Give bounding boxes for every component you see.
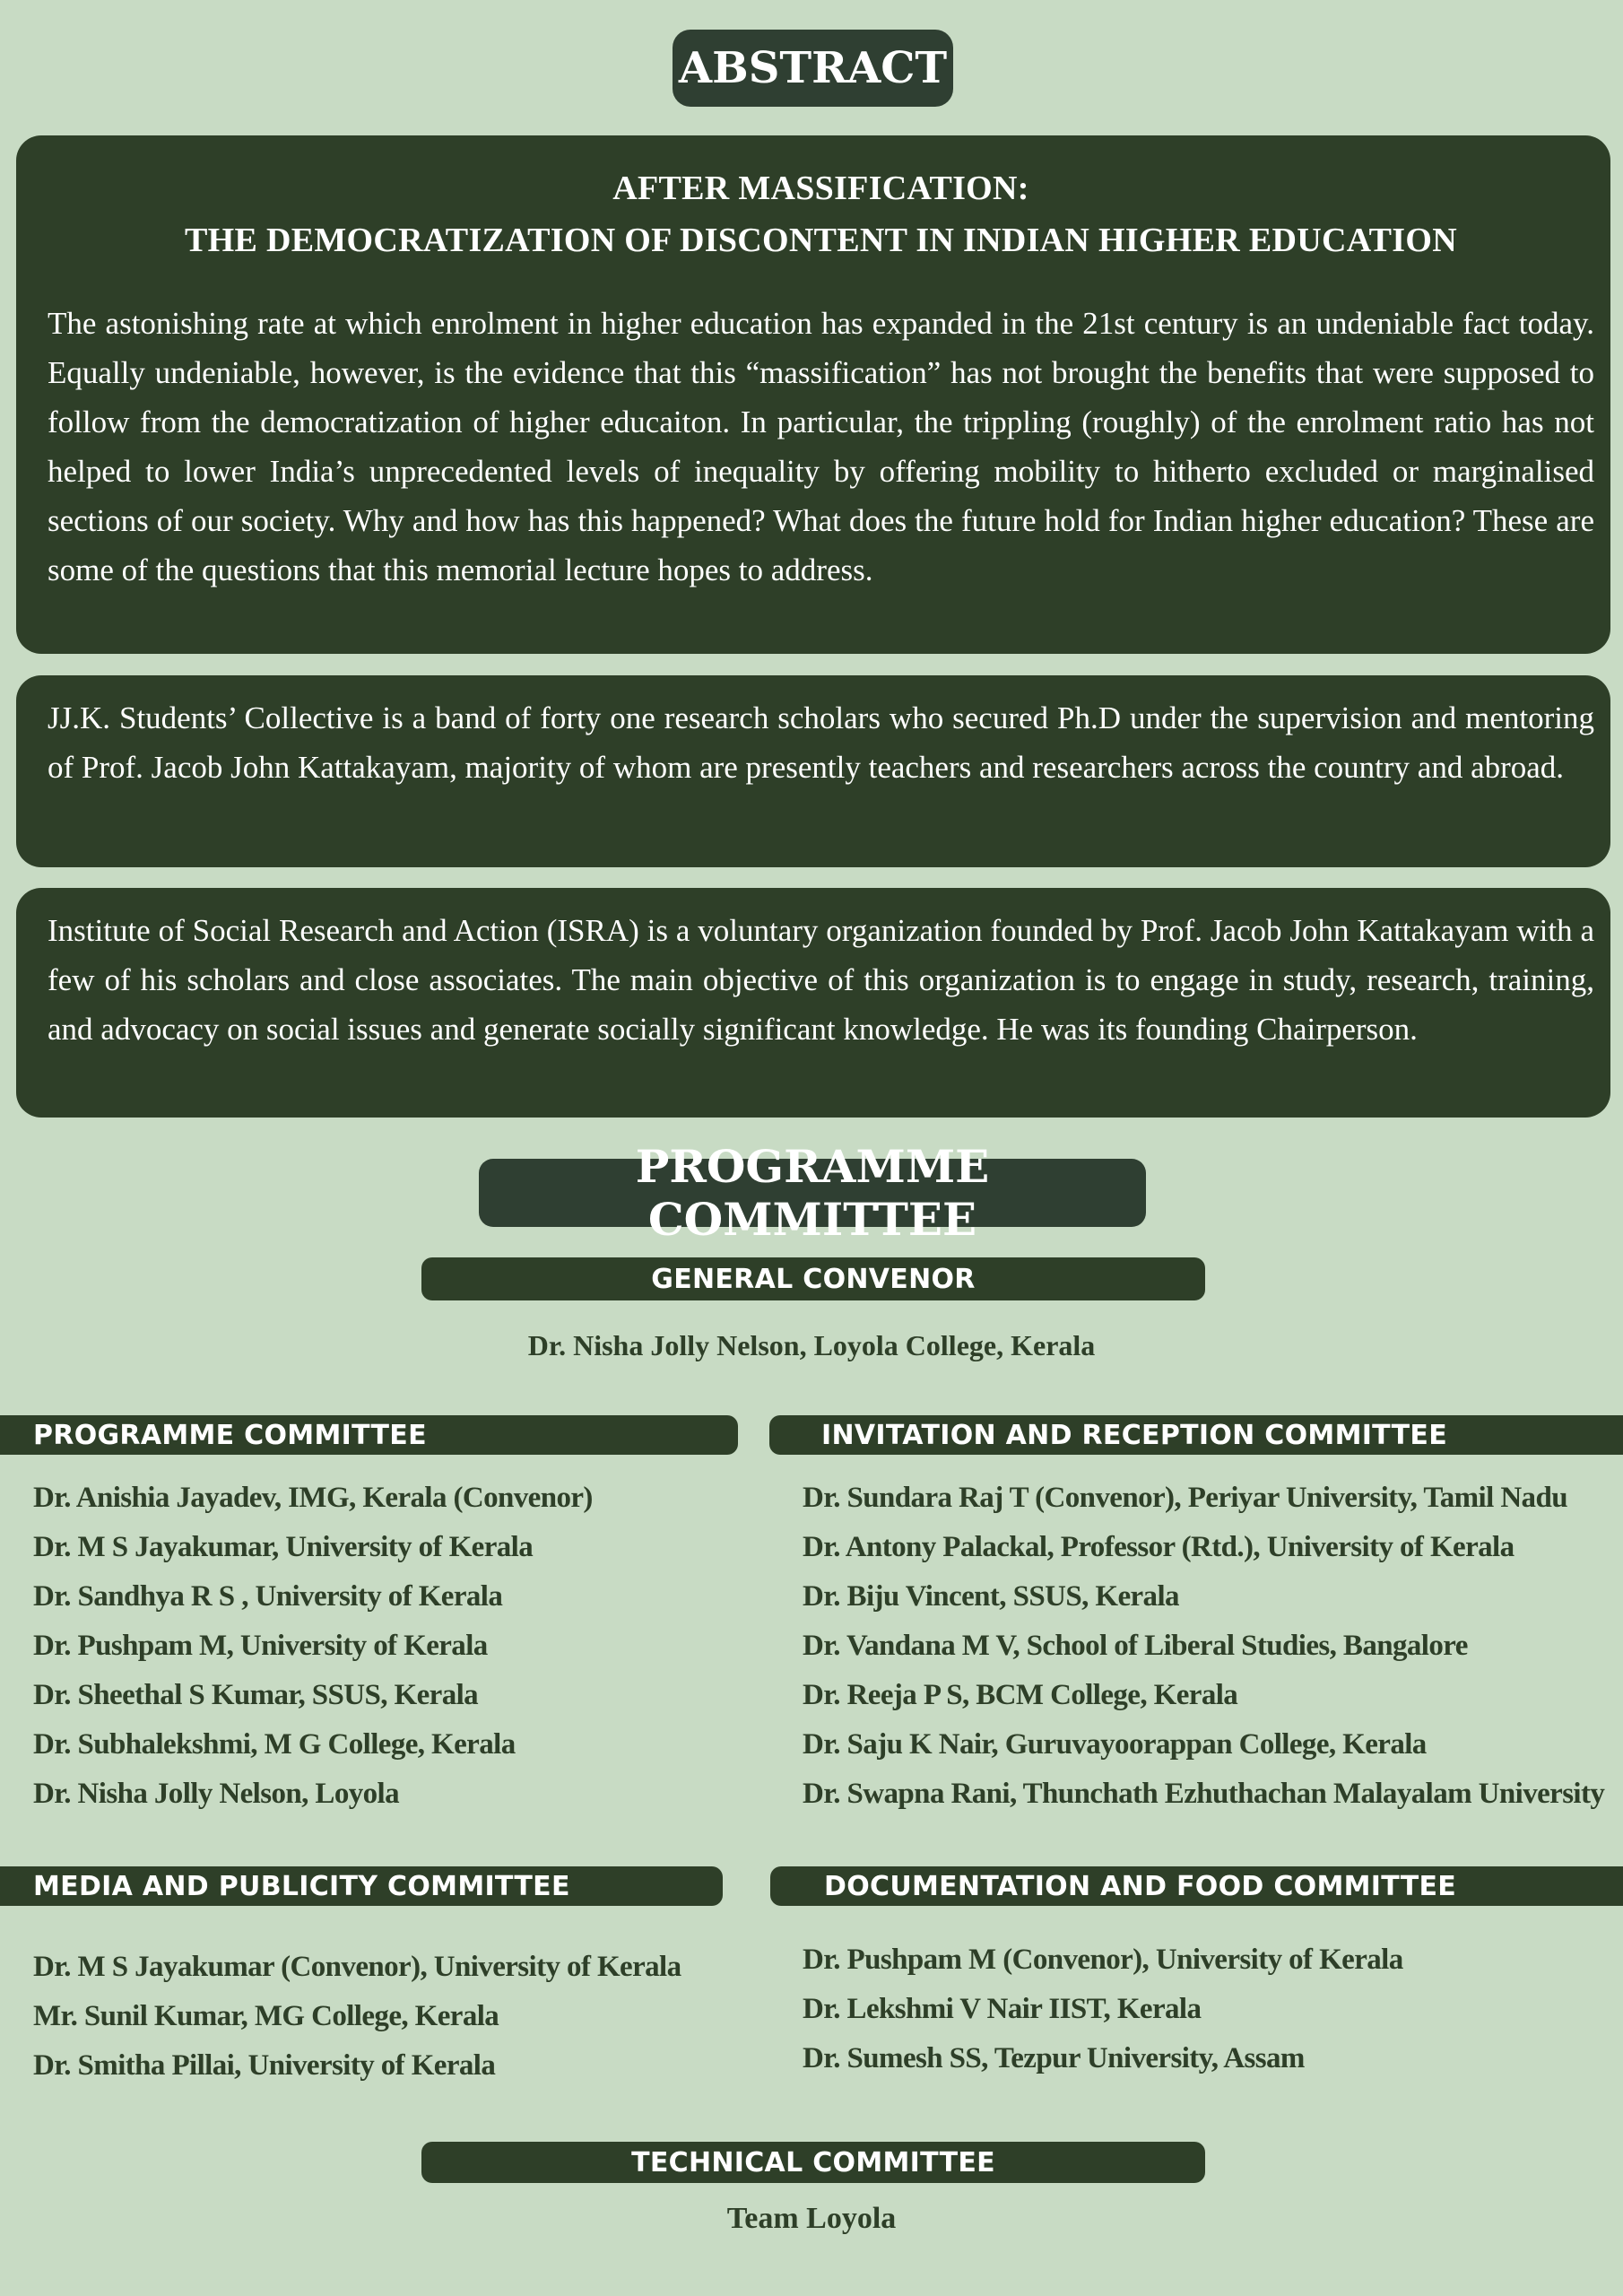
media-committee-label: MEDIA AND PUBLICITY COMMITTEE (33, 1870, 570, 1902)
lecture-title-line1: AFTER MASSIFICATION: (612, 170, 1029, 207)
media-committee-members (33, 1943, 681, 2091)
member-item: Dr. Sumesh SS, Tezpur University, Assam (803, 2042, 1305, 2074)
invitation-committee-label: INVITATION AND RECEPTION COMMITTEE (821, 1419, 1447, 1451)
abstract-title: ABSTRACT (673, 30, 953, 107)
member-item: Dr. Vandana M V, School of Liberal Studies, Bangalore (803, 1630, 1468, 1662)
member-item: Dr. Saju K Nair, Guruvayoorappan College, Kerala (803, 1728, 1427, 1761)
invitation-committee-members (803, 1474, 1604, 1819)
member-item: Dr. Sundara Raj T (Convenor), Periyar University, Tamil Nadu (803, 1482, 1567, 1514)
member-item: Dr. Lekshmi V Nair IIST, Kerala (803, 1993, 1202, 2025)
member-item: Dr. Reeja P S, BCM College, Kerala (803, 1679, 1238, 1711)
general-convenor-label: GENERAL CONVENOR (651, 1263, 976, 1295)
technical-committee-member: Team Loyola (726, 2202, 897, 2235)
technical-committee-header (421, 2142, 1205, 2183)
member-item: Dr. Antony Palackal, Professor (Rtd.), University of Kerala (803, 1531, 1515, 1563)
member-item: Dr. Sheethal S Kumar, SSUS, Kerala (33, 1679, 479, 1711)
abstract-body: The astonishing rate at which enrolment in higher education has expanded in the 21st century is an undeniable fact today. Equally undeniable, however, is the evidence that this “massification” has not brought the benefits that were supposed to follow from the democratization of higher educaiton. In particular, the trippling (roughly) of the enrolment ratio has not helped to lower India’s unprecedented levels of inequality by offering mobility to hitherto excluded or marginalised sections of our society. Why and how has this happened? What does the future hold for Indian higher education? These are some of the questions that this memorial lecture hopes to address. (48, 306, 1594, 587)
programme-subcommittee-members (33, 1474, 593, 1819)
documentation-committee-label: DOCUMENTATION AND FOOD COMMITTEE (824, 1870, 1457, 1902)
lecture-title (48, 162, 1594, 266)
jjk-collective-description: JJ.K. Students’ Collective is a band of forty one research scholars who secured Ph.D under the supervision and mentoring of Prof. Jacob John Kattakayam, majority of whom are presently teachers and researchers across the country and abroad. (48, 700, 1594, 785)
programme-subcommittee-header (0, 1415, 738, 1455)
lecture-title-line2: THE DEMOCRATIZATION OF DISCONTENT IN INDIAN HIGHER EDUCATION (185, 222, 1457, 259)
member-item: Dr. Smitha Pillai, University of Kerala (33, 2049, 496, 2082)
member-item: Dr. Pushpam M, University of Kerala (33, 1630, 488, 1662)
documentation-committee-members (803, 1935, 1403, 2083)
general-convenor-header (421, 1257, 1205, 1300)
member-item: Dr. M S Jayakumar, University of Kerala (33, 1531, 534, 1563)
member-item: Dr. M S Jayakumar (Convenor), University of Kerala (33, 1951, 681, 1983)
member-item: Mr. Sunil Kumar, MG College, Kerala (33, 2000, 499, 2032)
programme-subcommittee-label: PROGRAMME COMMITTEE (33, 1419, 427, 1451)
technical-committee-label: TECHNICAL COMMITTEE (631, 2146, 995, 2179)
isra-card (16, 888, 1610, 1118)
media-committee-header (0, 1866, 723, 1906)
documentation-committee-header (770, 1866, 1623, 1906)
member-item: Dr. Pushpam M (Convenor), University of Kerala (803, 1944, 1403, 1976)
programme-committee-title: PROGRAMME COMMITTEE (479, 1159, 1146, 1227)
member-item: Dr. Anishia Jayadev, IMG, Kerala (Convenor) (33, 1482, 593, 1514)
isra-description: Institute of Social Research and Action (ISRA) is a voluntary organization founded by Prof. Jacob John Kattakayam with a few of his scholars and close associates. The main objective of this organization is to engage in study, research, training, and advocacy on social issues and generate socially significant knowledge. He was its founding Chairperson. (48, 913, 1594, 1047)
member-item: Dr. Sandhya R S , University of Kerala (33, 1580, 503, 1613)
member-item: Dr. Biju Vincent, SSUS, Kerala (803, 1580, 1179, 1613)
general-convenor-name: Dr. Nisha Jolly Nelson, Loyola College, Kerala (527, 1329, 1096, 1361)
invitation-committee-header (769, 1415, 1623, 1455)
abstract-card (16, 135, 1610, 654)
member-item: Dr. Swapna Rani, Thunchath Ezhuthachan Malayalam University (803, 1778, 1605, 1810)
jjk-collective-card (16, 675, 1610, 867)
member-item: Dr. Subhalekshmi, M G College, Kerala (33, 1728, 516, 1761)
member-item: Dr. Nisha Jolly Nelson, Loyola (33, 1778, 400, 1810)
